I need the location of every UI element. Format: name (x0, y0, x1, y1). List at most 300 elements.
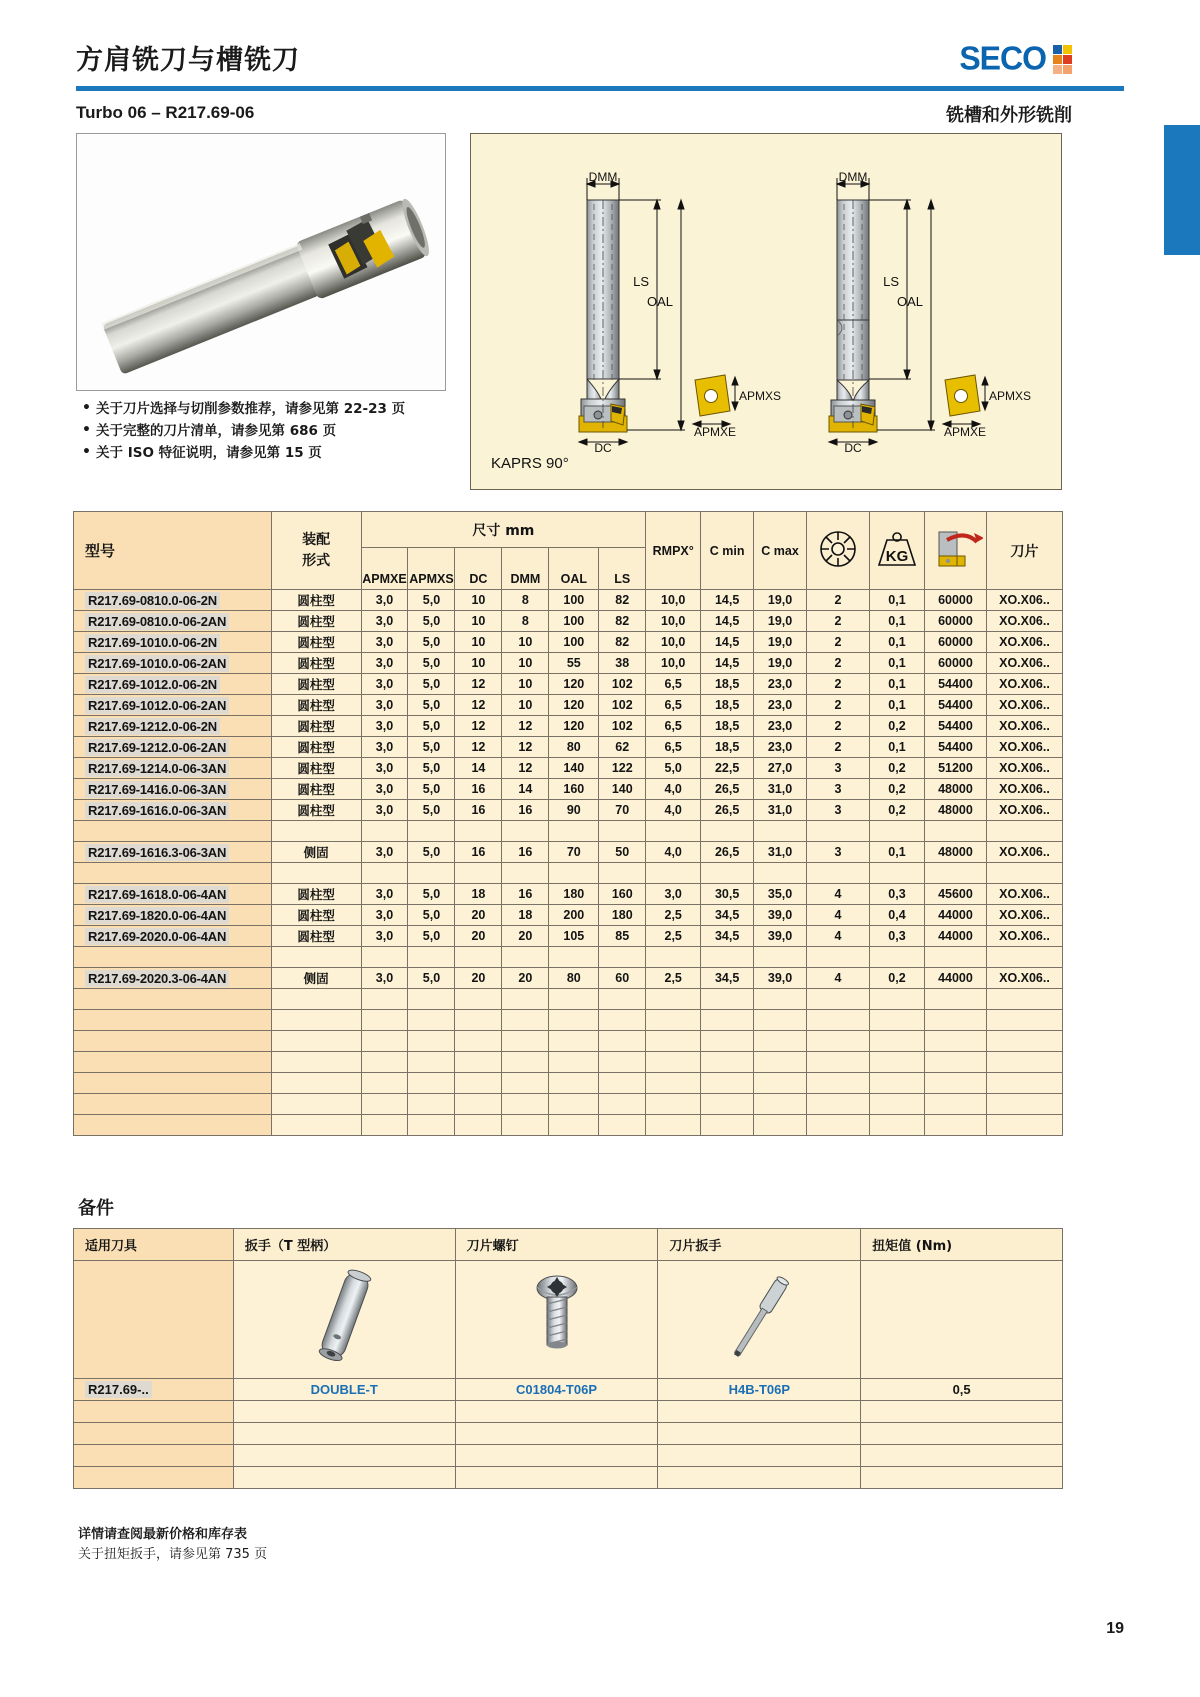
th-spacer (549, 548, 599, 569)
cell-ls: 122 (599, 758, 646, 779)
cell-mount-type: 圆柱型 (271, 590, 361, 611)
table-row-blank (74, 1052, 1063, 1073)
cell-empty (455, 989, 502, 1010)
table-row (74, 695, 1063, 716)
sp-torque-value: 0,5 (861, 1379, 1063, 1401)
cell-mount-type: 圆柱型 (271, 611, 361, 632)
cell-apmxe: 3,0 (361, 611, 408, 632)
cell-dmm: 16 (502, 842, 549, 863)
cell-empty (549, 821, 599, 842)
cell-cmin: 26,5 (701, 800, 754, 821)
cell-mount-type: 圆柱型 (271, 695, 361, 716)
table-row (74, 884, 1063, 905)
cell-weight: 0,2 (869, 968, 924, 989)
sp-empty-cell (74, 1467, 234, 1489)
table-row (74, 758, 1063, 779)
cell-oal: 100 (549, 611, 599, 632)
cell-empty (924, 1094, 986, 1115)
cell-insert: XO.X06.. (986, 800, 1062, 821)
th-dc: DC (455, 569, 502, 590)
cell-model: R217.69-1212.0-06-2N (74, 716, 272, 737)
cell-model (74, 1052, 272, 1073)
cell-empty (924, 989, 986, 1010)
table-row (74, 716, 1063, 737)
cell-apmxe: 3,0 (361, 737, 408, 758)
table-row (74, 737, 1063, 758)
table-row (74, 779, 1063, 800)
cell-apmxe: 3,0 (361, 800, 408, 821)
cell-cmin: 18,5 (701, 716, 754, 737)
cell-empty (271, 947, 361, 968)
cell-model (74, 1010, 272, 1031)
sp-empty-cell (233, 1423, 455, 1445)
cell-empty (271, 1052, 361, 1073)
cell-dc: 14 (455, 758, 502, 779)
sp-empty-cell (455, 1445, 658, 1467)
sp-insert-wrench-code: H4B-T06P (658, 1379, 861, 1401)
cell-oal: 80 (549, 737, 599, 758)
svg-text:DC: DC (844, 441, 862, 455)
sp-empty-cell (455, 1423, 658, 1445)
svg-text:OAL: OAL (646, 294, 673, 309)
cell-empty (986, 863, 1062, 884)
header-divider (76, 86, 1124, 91)
cell-oal: 140 (549, 758, 599, 779)
cell-cmax: 31,0 (754, 842, 807, 863)
cell-ls: 102 (599, 695, 646, 716)
svg-text:KG: KG (885, 548, 909, 565)
cell-oal: 180 (549, 884, 599, 905)
cell-dc: 16 (455, 800, 502, 821)
cell-cmin: 14,5 (701, 632, 754, 653)
th-mount-line2: 形式 (302, 552, 331, 569)
cell-empty (701, 947, 754, 968)
cell-empty (869, 947, 924, 968)
cell-teeth: 2 (807, 737, 870, 758)
th-mount-line1: 装配 (302, 531, 331, 548)
th-max-rpm (924, 512, 986, 590)
cell-teeth: 2 (807, 674, 870, 695)
cell-apmxs: 5,0 (408, 632, 455, 653)
cell-empty (361, 1073, 408, 1094)
sp-empty-cell (455, 1401, 658, 1423)
cell-model: R217.69-1820.0-06-4AN (74, 905, 272, 926)
cell-empty (361, 1010, 408, 1031)
cell-insert: XO.X06.. (986, 842, 1062, 863)
cell-cmin: 34,5 (701, 926, 754, 947)
cell-cmax: 19,0 (754, 590, 807, 611)
cell-empty (271, 1010, 361, 1031)
cell-empty (869, 1073, 924, 1094)
cell-apmxe: 3,0 (361, 779, 408, 800)
cell-apmxe: 3,0 (361, 590, 408, 611)
cell-apmxe: 3,0 (361, 926, 408, 947)
cell-weight: 0,3 (869, 926, 924, 947)
cell-empty (549, 1115, 599, 1136)
table-row-blank (74, 1094, 1063, 1115)
cell-apmxs: 5,0 (408, 968, 455, 989)
th-spacer (408, 548, 455, 569)
cell-teeth: 2 (807, 590, 870, 611)
cell-model: R217.69-2020.3-06-4AN (74, 968, 272, 989)
cell-empty (986, 947, 1062, 968)
cell-cmin: 26,5 (701, 842, 754, 863)
cell-empty (807, 947, 870, 968)
cell-empty (646, 1094, 701, 1115)
cell-mount-type: 圆柱型 (271, 800, 361, 821)
cell-empty (869, 1010, 924, 1031)
cell-cmax: 31,0 (754, 779, 807, 800)
cell-model: R217.69-0810.0-06-2AN (74, 611, 272, 632)
cell-empty (924, 863, 986, 884)
sp-empty-cell (233, 1401, 455, 1423)
cell-apmxe: 3,0 (361, 632, 408, 653)
cell-rmpx: 10,0 (646, 653, 701, 674)
cell-insert: XO.X06.. (986, 653, 1062, 674)
svg-text:DMM: DMM (838, 170, 868, 184)
cell-apmxe: 3,0 (361, 968, 408, 989)
table-row-blank (74, 1031, 1063, 1052)
th-apmxe: APMXE (361, 569, 408, 590)
cell-empty (455, 1052, 502, 1073)
brand-name: SECO (959, 39, 1046, 77)
cell-cmax: 39,0 (754, 926, 807, 947)
cell-apmxs: 5,0 (408, 653, 455, 674)
cell-empty (271, 821, 361, 842)
cell-cmax: 23,0 (754, 716, 807, 737)
th-spacer (455, 548, 502, 569)
cell-weight: 0,1 (869, 737, 924, 758)
cell-weight: 0,2 (869, 800, 924, 821)
cell-oal: 200 (549, 905, 599, 926)
cell-apmxs: 5,0 (408, 716, 455, 737)
cell-cmin: 34,5 (701, 905, 754, 926)
cell-model: R217.69-0810.0-06-2N (74, 590, 272, 611)
cell-cmin: 14,5 (701, 653, 754, 674)
cell-empty (754, 947, 807, 968)
cell-empty (754, 1052, 807, 1073)
cell-mount-type: 圆柱型 (271, 716, 361, 737)
th-insert: 刀片 (986, 512, 1062, 590)
cell-rpm: 44000 (924, 968, 986, 989)
cell-cmax: 19,0 (754, 632, 807, 653)
cell-cmin: 18,5 (701, 674, 754, 695)
insert-screw-icon (522, 1264, 592, 1372)
cell-empty (701, 1094, 754, 1115)
sp-empty-cell (233, 1467, 455, 1489)
cell-model (74, 1031, 272, 1052)
cell-mount-type: 圆柱型 (271, 905, 361, 926)
cell-dmm: 20 (502, 926, 549, 947)
cell-empty (869, 1115, 924, 1136)
table-row-blank (74, 863, 1063, 884)
table-row-blank (74, 1115, 1063, 1136)
cell-cmax: 27,0 (754, 758, 807, 779)
cell-empty (549, 1073, 599, 1094)
application-label: 铣槽和外形铣削 (946, 105, 1072, 126)
cell-empty (869, 1052, 924, 1073)
cell-apmxs: 5,0 (408, 737, 455, 758)
table-row (74, 905, 1063, 926)
sp-th-tool: 适用刀具 (74, 1229, 234, 1261)
cell-empty (646, 863, 701, 884)
cell-empty (807, 821, 870, 842)
cell-cmin: 22,5 (701, 758, 754, 779)
cell-mount-type: 侧固 (271, 842, 361, 863)
cell-empty (701, 1052, 754, 1073)
cell-rpm: 44000 (924, 905, 986, 926)
cell-apmxe: 3,0 (361, 716, 408, 737)
cell-empty (754, 1031, 807, 1052)
cell-empty (455, 1094, 502, 1115)
cell-empty (271, 1073, 361, 1094)
cell-empty (807, 863, 870, 884)
cell-empty (599, 1052, 646, 1073)
cell-rpm: 54400 (924, 716, 986, 737)
cell-dc: 12 (455, 695, 502, 716)
cell-mount-type: 圆柱型 (271, 632, 361, 653)
cell-apmxe: 3,0 (361, 653, 408, 674)
cell-apmxs: 5,0 (408, 590, 455, 611)
cell-teeth: 3 (807, 758, 870, 779)
cell-ls: 82 (599, 590, 646, 611)
cell-cmax: 19,0 (754, 611, 807, 632)
max-rpm-icon (927, 528, 983, 570)
cell-oal: 90 (549, 800, 599, 821)
teeth-count-icon (816, 528, 860, 570)
cell-empty (549, 863, 599, 884)
cell-model (74, 989, 272, 1010)
cell-empty (599, 1115, 646, 1136)
cell-weight: 0,1 (869, 842, 924, 863)
cell-model: R217.69-1012.0-06-2AN (74, 695, 272, 716)
cell-empty (549, 947, 599, 968)
cell-empty (646, 1115, 701, 1136)
cell-empty (701, 1073, 754, 1094)
cell-empty (754, 1073, 807, 1094)
cell-empty (502, 1010, 549, 1031)
cell-empty (701, 1115, 754, 1136)
cell-cmax: 31,0 (754, 800, 807, 821)
cell-empty (599, 1073, 646, 1094)
cell-empty (754, 863, 807, 884)
cell-dmm: 8 (502, 590, 549, 611)
cell-mount-type: 侧固 (271, 968, 361, 989)
cell-empty (646, 1010, 701, 1031)
cell-model: R217.69-1616.3-06-3AN (74, 842, 272, 863)
cell-empty (807, 1010, 870, 1031)
svg-text:DMM: DMM (588, 170, 618, 184)
cell-empty (754, 989, 807, 1010)
sp-tool-code: R217.69-.. (74, 1379, 234, 1401)
cell-empty (646, 1073, 701, 1094)
sp-empty-cell (658, 1423, 861, 1445)
cell-weight: 0,4 (869, 905, 924, 926)
cell-ls: 38 (599, 653, 646, 674)
svg-text:APMXE: APMXE (693, 425, 737, 439)
cell-insert: XO.X06.. (986, 611, 1062, 632)
cell-rmpx: 3,0 (646, 884, 701, 905)
cell-oal: 120 (549, 695, 599, 716)
sp-empty-cell (861, 1467, 1063, 1489)
cell-cmin: 18,5 (701, 737, 754, 758)
cell-apmxe: 3,0 (361, 674, 408, 695)
cell-empty (807, 1094, 870, 1115)
cell-empty (408, 1094, 455, 1115)
th-rmpx: RMPX° (646, 512, 701, 590)
cell-empty (754, 1010, 807, 1031)
sp-img-insert-wrench (658, 1261, 861, 1379)
cell-rpm: 44000 (924, 926, 986, 947)
cell-empty (986, 1031, 1062, 1052)
sp-empty-cell (861, 1423, 1063, 1445)
cell-model (74, 1094, 272, 1115)
cell-empty (869, 989, 924, 1010)
cell-empty (361, 821, 408, 842)
table-row (74, 674, 1063, 695)
th-cmin: C min (701, 512, 754, 590)
tool-dimension-drawing-icon (471, 134, 1060, 488)
sp-th-insert-wrench: 刀片扳手 (658, 1229, 861, 1261)
kg-weight-icon (873, 528, 921, 570)
cell-rpm: 54400 (924, 674, 986, 695)
cell-apmxs: 5,0 (408, 842, 455, 863)
sp-empty-cell (455, 1467, 658, 1489)
cell-empty (599, 1094, 646, 1115)
cell-rpm: 51200 (924, 758, 986, 779)
cell-rpm: 60000 (924, 590, 986, 611)
cell-apmxs: 5,0 (408, 695, 455, 716)
cell-model: R217.69-1618.0-06-4AN (74, 884, 272, 905)
cell-mount-type: 圆柱型 (271, 884, 361, 905)
cell-teeth: 4 (807, 884, 870, 905)
cell-ls: 180 (599, 905, 646, 926)
cell-weight: 0,1 (869, 653, 924, 674)
cell-empty (924, 1010, 986, 1031)
section-tab (1164, 125, 1200, 255)
cell-rpm: 54400 (924, 695, 986, 716)
footnote-line2: 关于扭矩扳手，请参见第 735 页 (78, 1547, 268, 1562)
cell-model: R217.69-1012.0-06-2N (74, 674, 272, 695)
cell-apmxs: 5,0 (408, 758, 455, 779)
cell-empty (361, 1052, 408, 1073)
cell-empty (271, 989, 361, 1010)
cell-empty (408, 1031, 455, 1052)
cell-ls: 102 (599, 674, 646, 695)
table-row-blank (74, 821, 1063, 842)
cell-apmxe: 3,0 (361, 758, 408, 779)
cell-dmm: 18 (502, 905, 549, 926)
cell-empty (807, 989, 870, 1010)
cell-rmpx: 2,5 (646, 926, 701, 947)
th-apmxs: APMXS (408, 569, 455, 590)
cell-dc: 10 (455, 611, 502, 632)
cell-ls: 102 (599, 716, 646, 737)
cell-ls: 60 (599, 968, 646, 989)
sp-th-torque: 扭矩值 (Nm) (861, 1229, 1063, 1261)
cell-empty (807, 1031, 870, 1052)
cell-empty (701, 1031, 754, 1052)
cell-rpm: 48000 (924, 779, 986, 800)
cell-teeth: 4 (807, 926, 870, 947)
t-handle-wrench-icon (299, 1264, 389, 1372)
cell-dmm: 10 (502, 653, 549, 674)
reference-bullets (80, 398, 500, 464)
cell-dc: 12 (455, 674, 502, 695)
cell-empty (701, 821, 754, 842)
cell-cmax: 19,0 (754, 653, 807, 674)
cell-rmpx: 4,0 (646, 800, 701, 821)
table-row-blank (74, 1010, 1063, 1031)
cell-empty (455, 863, 502, 884)
cell-empty (986, 1052, 1062, 1073)
cell-empty (361, 1031, 408, 1052)
table-row (74, 800, 1063, 821)
cell-empty (599, 821, 646, 842)
sp-img-screw (455, 1261, 658, 1379)
cell-rpm: 45600 (924, 884, 986, 905)
cell-oal: 80 (549, 968, 599, 989)
cell-rmpx: 6,5 (646, 674, 701, 695)
sp-empty-cell (233, 1445, 455, 1467)
sp-img-torque-blank (861, 1261, 1063, 1379)
svg-text:LS: LS (883, 274, 899, 289)
cell-model: R217.69-1010.0-06-2AN (74, 653, 272, 674)
cell-empty (549, 1052, 599, 1073)
cell-insert: XO.X06.. (986, 926, 1062, 947)
cell-teeth: 4 (807, 968, 870, 989)
cell-empty (408, 947, 455, 968)
cell-weight: 0,3 (869, 884, 924, 905)
cell-model (74, 1115, 272, 1136)
bullet-item: • 关于完整的刀片清单，请参见第 686 页 (80, 420, 500, 442)
cell-empty (361, 1094, 408, 1115)
cell-rmpx: 2,5 (646, 968, 701, 989)
cell-empty (408, 821, 455, 842)
cell-ls: 140 (599, 779, 646, 800)
th-mount-type (271, 512, 361, 590)
cell-rpm: 60000 (924, 632, 986, 653)
table-row (74, 632, 1063, 653)
sp-empty-cell (658, 1401, 861, 1423)
cell-dc: 16 (455, 779, 502, 800)
page-number: 19 (1106, 1620, 1124, 1637)
cell-rpm: 60000 (924, 611, 986, 632)
cell-cmax: 23,0 (754, 695, 807, 716)
cell-cmax: 23,0 (754, 737, 807, 758)
cell-empty (549, 1094, 599, 1115)
cell-empty (924, 947, 986, 968)
cell-weight: 0,1 (869, 695, 924, 716)
cell-empty (986, 1073, 1062, 1094)
cell-apmxs: 5,0 (408, 905, 455, 926)
cell-empty (599, 1010, 646, 1031)
cell-insert: XO.X06.. (986, 674, 1062, 695)
page-title: 方肩铣刀与槽铣刀 (76, 45, 300, 76)
sp-screw-code: C01804-T06P (455, 1379, 658, 1401)
th-dmm: DMM (502, 569, 549, 590)
th-spacer (502, 548, 549, 569)
cell-model: R217.69-2020.0-06-4AN (74, 926, 272, 947)
cell-empty (646, 947, 701, 968)
cell-insert: XO.X06.. (986, 884, 1062, 905)
cell-ls: 160 (599, 884, 646, 905)
cell-mount-type: 圆柱型 (271, 758, 361, 779)
cell-empty (455, 821, 502, 842)
cell-empty (599, 947, 646, 968)
cell-rmpx: 6,5 (646, 695, 701, 716)
cell-apmxe: 3,0 (361, 695, 408, 716)
